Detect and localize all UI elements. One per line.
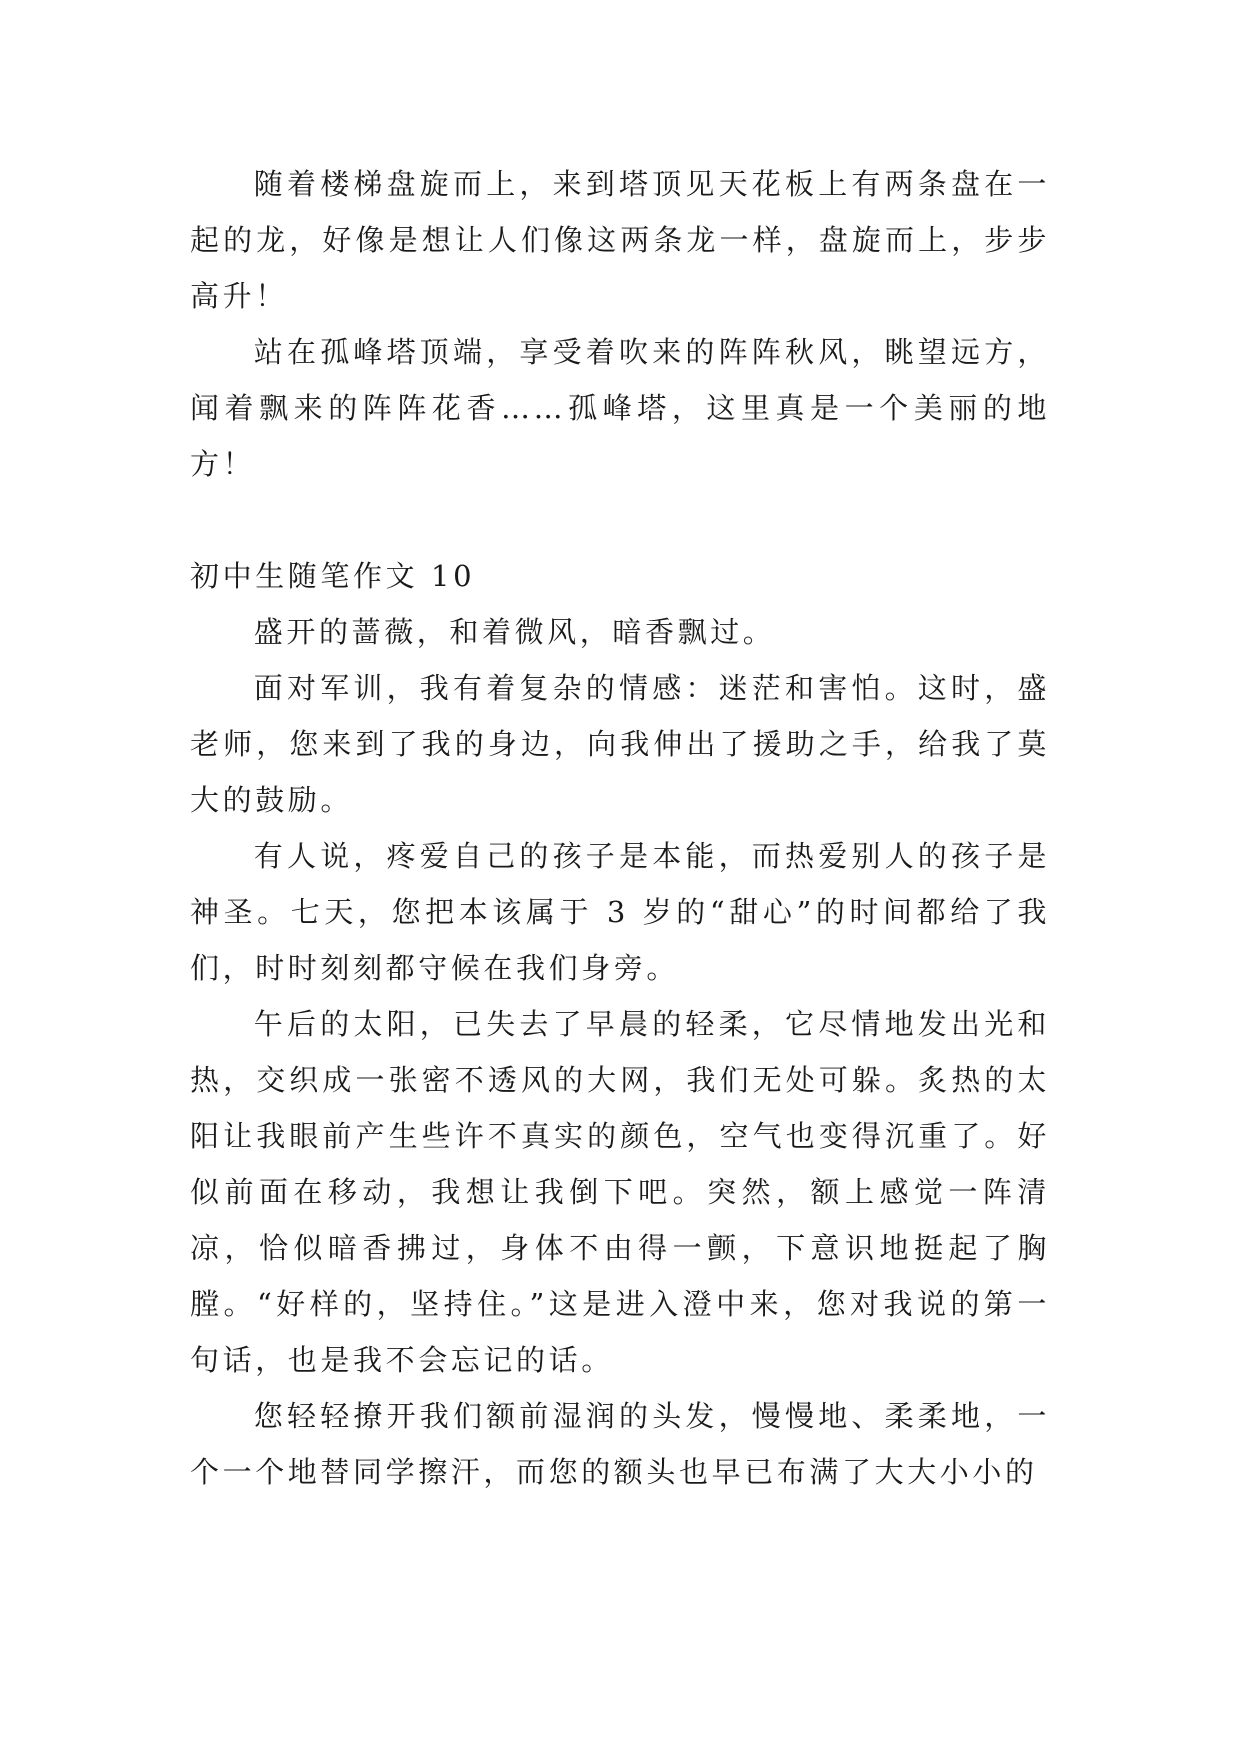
paragraph-love: 有人说，疼爱自己的孩子是本能，而热爱别人的孩子是神圣。七天，您把本该属于 3 岁的“甜心”的时间都给了我们，时时刻刻都守候在我们身旁。 xyxy=(190,839,1050,985)
section-heading: 初中生随笔作文 10 xyxy=(190,559,476,593)
document-body xyxy=(190,156,1050,1500)
paragraph-tower-top: 站在孤峰塔顶端，享受着吹来的阵阵秋风，眺望远方，闻着飘来的阵阵花香……孤峰塔，这里真是一个美丽的地方！ xyxy=(190,335,1050,481)
paragraph-roses: 盛开的蔷薇，和着微风，暗香飘过。 xyxy=(253,615,776,649)
paragraph-military-training: 面对军训，我有着复杂的情感：迷茫和害怕。这时，盛老师，您来到了我的身边，向我伸出了援助之手，给我了莫大的鼓励。 xyxy=(190,671,1050,817)
paragraph-stairs: 随着楼梯盘旋而上，来到塔顶见天花板上有两条盘在一起的龙，好像是想让人们像这两条龙一样，盘旋而上，步步高升！ xyxy=(190,167,1050,313)
paragraph-afternoon-sun: 午后的太阳，已失去了早晨的轻柔，它尽情地发出光和热，交织成一张密不透风的大网，我们无处可躲。炙热的太阳让我眼前产生些许不真实的颜色，空气也变得沉重了。好似前面在移动，我想让我倒下吧。突然，额上感觉一阵清凉，恰似暗香拂过，身体不由得一颤，下意识地挺起了胸膛。“好样的，坚持住。”这是进入澄中来，您对我说的第一句话，也是我不会忘记的话。 xyxy=(190,1007,1050,1377)
paragraph-wiping-sweat: 您轻轻撩开我们额前湿润的头发，慢慢地、柔柔地，一个一个地替同学擦汗，而您的额头也早已布满了大大小小的 xyxy=(190,1399,1050,1489)
section-gap xyxy=(190,492,1050,548)
